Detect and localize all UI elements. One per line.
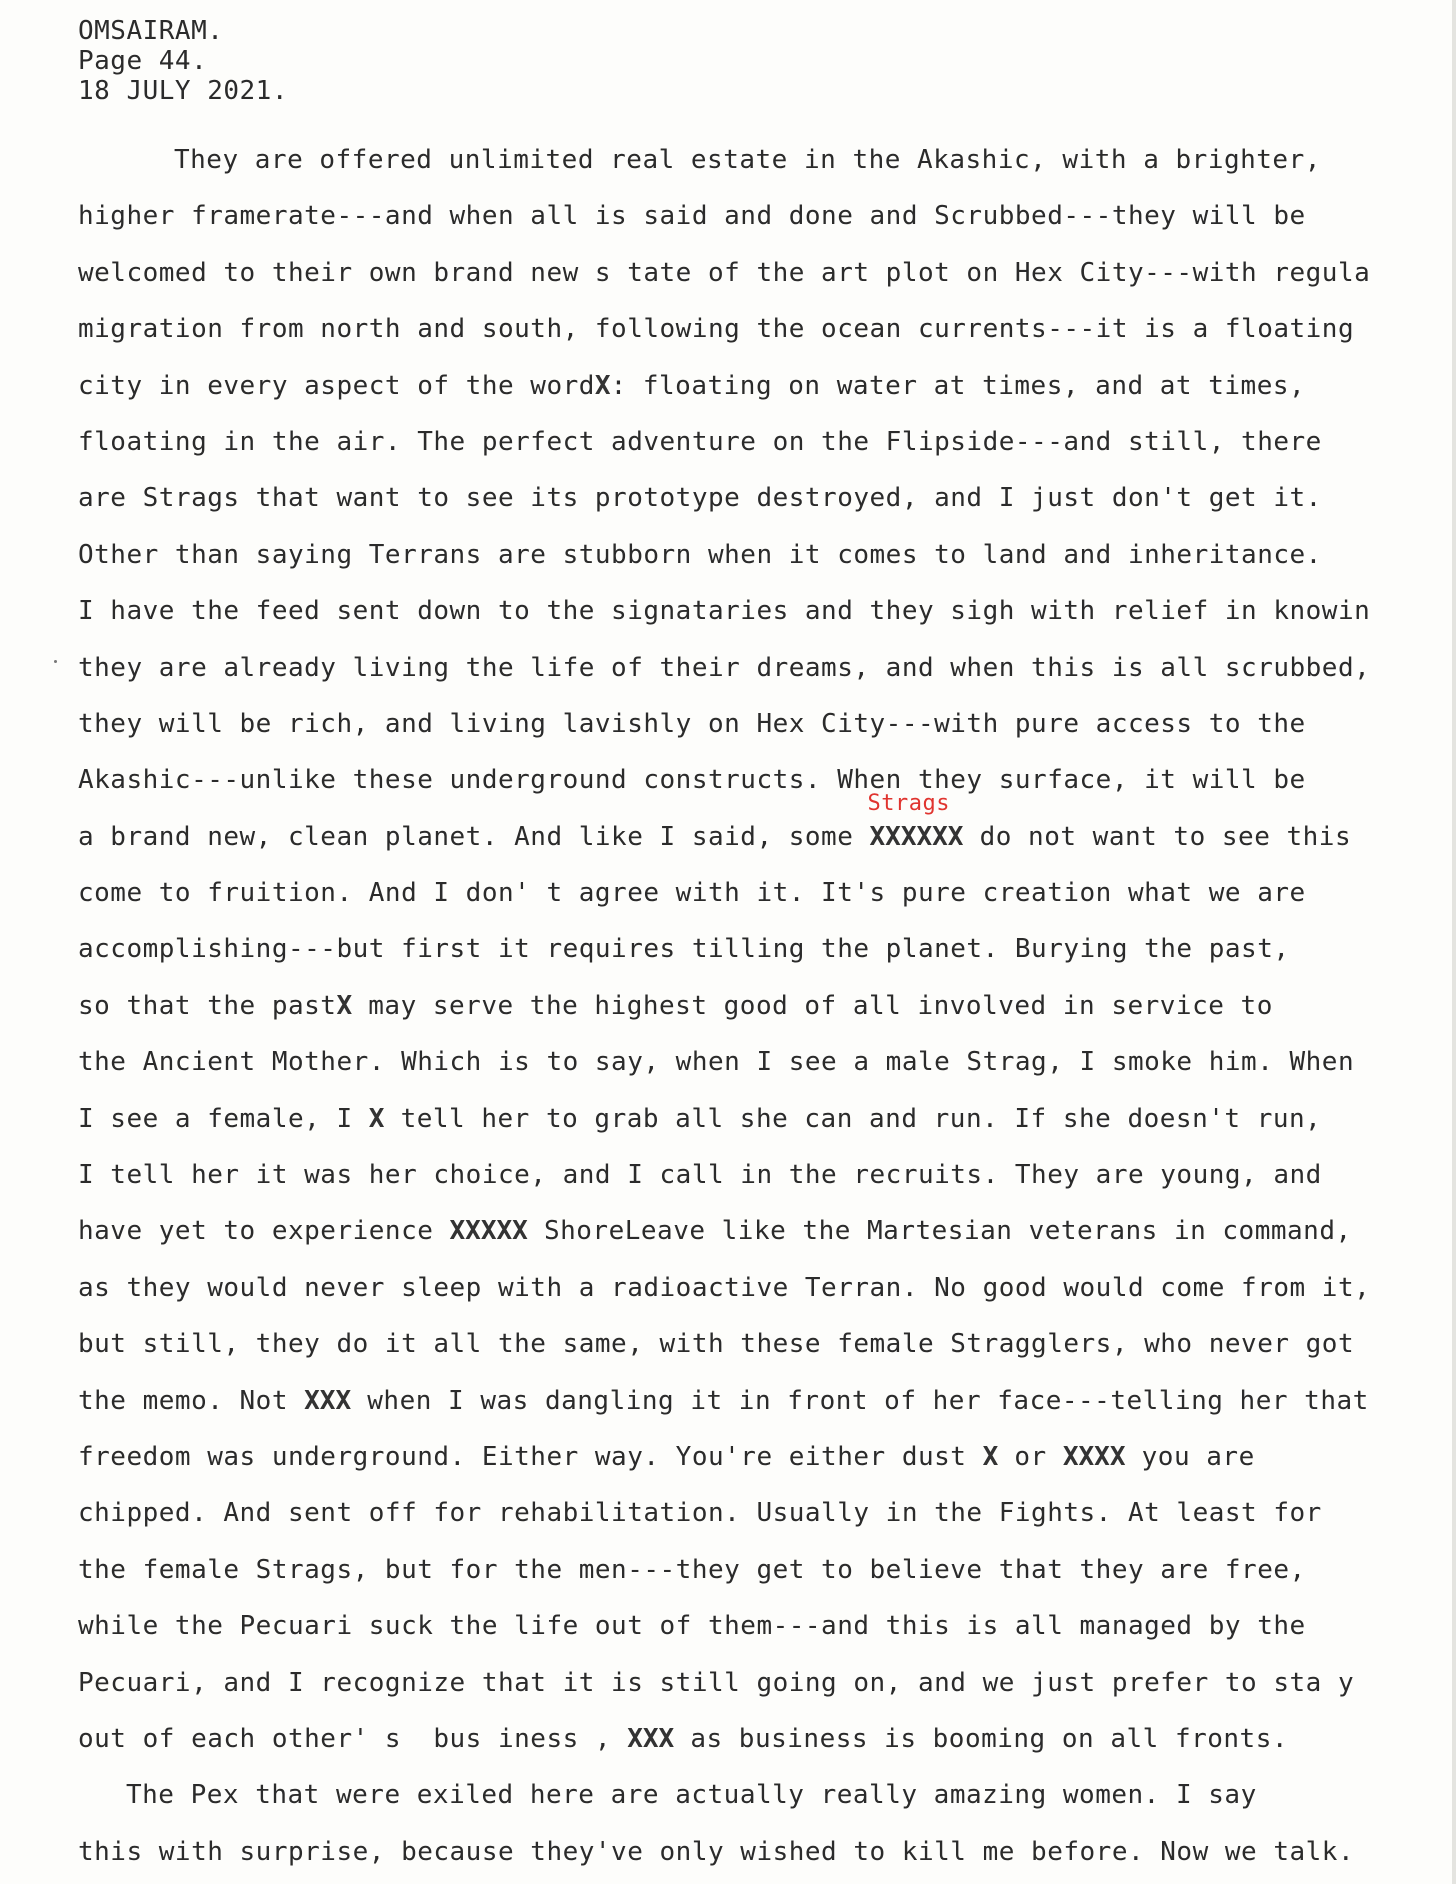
text-line xyxy=(78,1091,1448,1147)
text-line: Akashic---unlike these underground constructs. When they surface, it will be xyxy=(78,765,1306,796)
text-line: They are offered unlimited real estate in the Akashic, with a brighter, xyxy=(174,145,1321,175)
struck-out-text: X xyxy=(594,370,611,401)
text-segment: may serve the highest good of all involved in service to xyxy=(352,990,1273,1021)
text-line: I tell her it was her choice, and I call in the recruits. They are young, and xyxy=(78,1160,1322,1191)
text-segment: tell her to grab all she can and run. If she doesn't run, xyxy=(384,1103,1322,1134)
struck-out-text: X xyxy=(982,1441,999,1472)
text-segment: I see a female, I xyxy=(78,1103,369,1134)
text-line: while the Pecuari suck the life out of them---and this is all managed by the xyxy=(78,1611,1306,1642)
text-segment: or xyxy=(998,1441,1063,1472)
struck-out-text: XXX xyxy=(627,1723,675,1754)
text-line: migration from north and south, following the ocean currents---it is a floating xyxy=(78,314,1355,345)
text-segment: so that the past xyxy=(78,990,337,1021)
text-line: Other than saying Terrans are stubborn when it comes to land and inheritance. xyxy=(78,539,1322,570)
text-line: but still, they do it all the same, with these female Stragglers, who never got xyxy=(78,1329,1355,1360)
text-line: I have the feed sent down to the signataries and they sigh with relief in knowin xyxy=(78,596,1371,627)
text-line xyxy=(78,790,1448,865)
text-line: welcomed to their own brand new s tate of the art plot on Hex City---with regula xyxy=(78,257,1371,288)
text-segment: when I was dangling it in front of her face---telling her that xyxy=(351,1385,1369,1416)
text-line: they will be rich, and living lavishly on Hex City---with pure access to the xyxy=(78,708,1306,739)
text-segment: the memo. Not xyxy=(78,1385,305,1416)
text-line xyxy=(78,1711,1448,1767)
text-segment: as business is booming on all fronts. xyxy=(674,1723,1289,1754)
text-line: chipped. And sent off for rehabilitation. Usually in the Fights. At least for xyxy=(78,1498,1322,1529)
text-line: the Ancient Mother. Which is to say, when I see a male Strag, I smoke him. When xyxy=(78,1047,1355,1078)
struck-out-text: X xyxy=(336,990,353,1021)
struck-out-text: XXXX xyxy=(1062,1441,1126,1472)
header-date: 18 JULY 2021. xyxy=(78,76,288,106)
typed-sheet xyxy=(78,16,1448,1880)
text-line xyxy=(78,978,1448,1034)
red-inserted-word: Strags xyxy=(867,790,950,816)
text-line xyxy=(78,358,1448,414)
text-segment: freedom was underground. Either way. You're either dust xyxy=(78,1441,983,1472)
header-title: OMSAIRAM. xyxy=(78,16,224,46)
struck-out-text: XXXXX xyxy=(449,1216,528,1247)
text-segment: : floating on water at times, and at times, xyxy=(610,370,1306,401)
struck-out-text: XXXXXX xyxy=(869,821,964,852)
text-line: this with surprise, because they've only wished to kill me before. Now we talk. xyxy=(78,1836,1355,1867)
text-line: are Strags that want to see its prototype destroyed, and I just don't get it. xyxy=(78,483,1322,514)
text-line: accomplishing---but first it requires tilling the planet. Burying the past, xyxy=(78,934,1290,965)
text-line: floating in the air. The perfect adventure on the Flipside---and still, there xyxy=(78,426,1322,457)
text-line: The Pex that were exiled here are actually really amazing women. I say xyxy=(126,1780,1257,1811)
text-segment: you are xyxy=(1125,1441,1255,1472)
text-segment: out of each other' s bus iness , xyxy=(78,1723,628,1754)
text-segment: do not want to see this xyxy=(963,821,1352,852)
text-line xyxy=(78,1203,1448,1259)
header-page-number: Page 44. xyxy=(78,46,208,76)
body-text xyxy=(78,132,1448,1880)
text-segment: ShoreLeave like the Martesian veterans in command, xyxy=(527,1216,1352,1247)
text-segment: city in every aspect of the word xyxy=(78,370,595,401)
page-edge xyxy=(1452,0,1456,1884)
text-segment: a brand new, clean planet. And like I said, some xyxy=(78,821,870,852)
text-line xyxy=(78,1373,1448,1429)
text-segment: have yet to experience xyxy=(78,1216,450,1247)
struck-out-text: X xyxy=(368,1103,385,1134)
text-line: as they would never sleep with a radioactive Terran. No good would come from it, xyxy=(78,1272,1371,1303)
text-line xyxy=(78,1429,1448,1485)
text-line: higher framerate---and when all is said and done and Scrubbed---they will be xyxy=(78,201,1306,232)
text-line: Pecuari, and I recognize that it is still going on, and we just prefer to sta y xyxy=(78,1667,1355,1698)
correction-group xyxy=(867,790,964,852)
text-line: they are already living the life of their dreams, and when this is all scrubbed, xyxy=(78,652,1371,683)
text-line: come to fruition. And I don' t agree with it. It's pure creation what we are xyxy=(78,878,1306,909)
struck-out-text: XXX xyxy=(304,1385,352,1416)
text-line: the female Strags, but for the men---they get to believe that they are free, xyxy=(78,1554,1306,1585)
margin-mark xyxy=(54,660,57,663)
